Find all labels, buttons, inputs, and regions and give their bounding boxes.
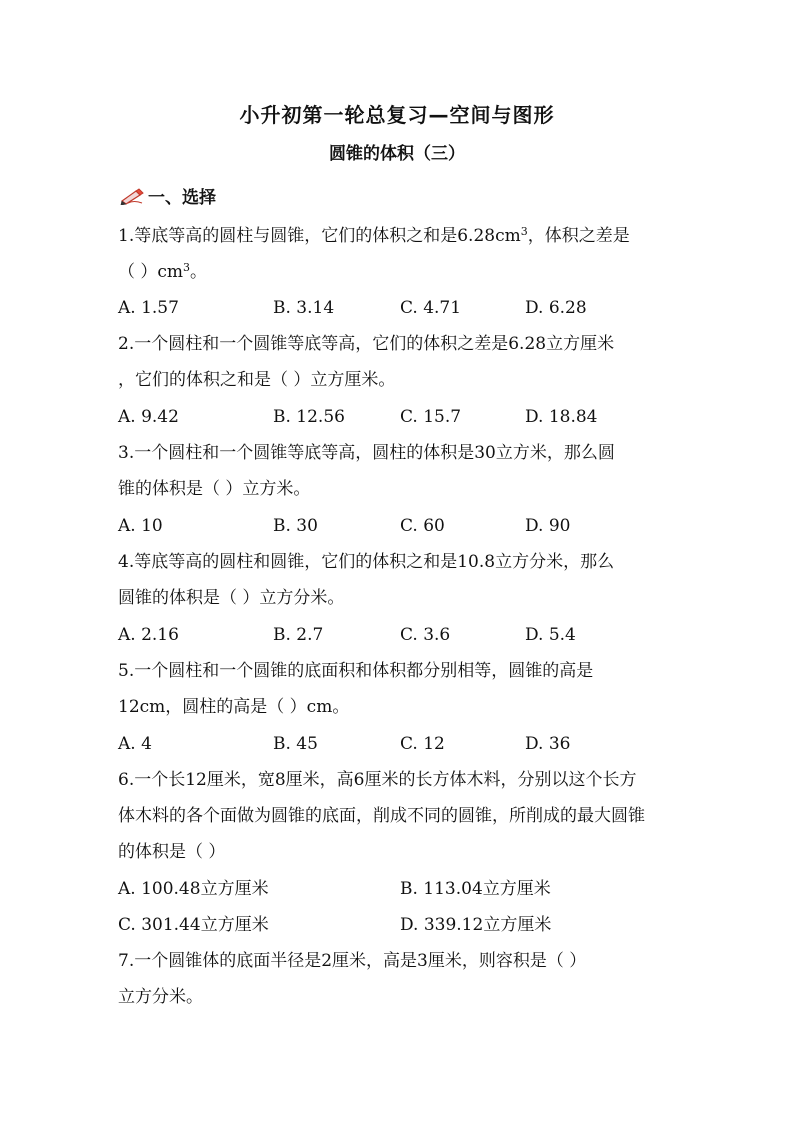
option-d[interactable]: D. 36 bbox=[525, 734, 571, 754]
option-a[interactable]: A. 2.16 bbox=[118, 625, 179, 645]
option-c[interactable]: C. 60 bbox=[400, 516, 445, 536]
option-b[interactable]: B. 113.04立方厘米 bbox=[400, 879, 551, 899]
question-6-line-2: 体木料的各个面做为圆锥的底面，削成不同的圆锥，所削成的最大圆锥 bbox=[118, 806, 645, 826]
option-a[interactable]: A. 100.48立方厘米 bbox=[118, 879, 269, 899]
option-b[interactable]: B. 2.7 bbox=[273, 625, 324, 645]
page-title: 小升初第一轮总复习—空间与图形 bbox=[239, 103, 555, 127]
option-c[interactable]: C. 15.7 bbox=[400, 407, 462, 427]
option-a[interactable]: A. 9.42 bbox=[118, 407, 179, 427]
option-d[interactable]: D. 5.4 bbox=[525, 625, 576, 645]
option-d[interactable]: D. 339.12立方厘米 bbox=[400, 915, 552, 935]
question-3-line-2: 锥的体积是（ ）立方米。 bbox=[118, 479, 311, 499]
question-4-line-2: 圆锥的体积是（ ）立方分米。 bbox=[118, 588, 345, 608]
option-b[interactable]: B. 12.56 bbox=[273, 407, 345, 427]
option-d[interactable]: D. 18.84 bbox=[525, 407, 598, 427]
option-c[interactable]: C. 301.44立方厘米 bbox=[118, 915, 269, 935]
section-heading bbox=[120, 183, 216, 208]
option-c[interactable]: C. 12 bbox=[400, 734, 445, 754]
option-b[interactable]: B. 30 bbox=[273, 516, 318, 536]
question-2-line-1: 2.一个圆柱和一个圆锥等底等高，它们的体积之差是6.28立方厘米 bbox=[118, 334, 615, 354]
page-subtitle: 圆锥的体积（三） bbox=[329, 144, 465, 164]
option-a[interactable]: A. 10 bbox=[118, 516, 163, 536]
question-5-line-1: 5.一个圆柱和一个圆锥的底面积和体积都分别相等，圆锥的高是 bbox=[118, 661, 594, 681]
option-a[interactable]: A. 1.57 bbox=[118, 298, 179, 318]
question-6-line-3: 的体积是（ ） bbox=[118, 842, 226, 862]
question-7-line-2: 立方分米。 bbox=[118, 987, 203, 1007]
question-6-line-1: 6.一个长12厘米，宽8厘米，高6厘米的长方体木料，分别以这个长方 bbox=[118, 770, 637, 790]
option-b[interactable]: B. 45 bbox=[273, 734, 318, 754]
question-2-line-2: ，它们的体积之和是（ ）立方厘米。 bbox=[118, 370, 396, 390]
question-1-line-2: （ ）$cm^3$。 bbox=[118, 261, 208, 282]
option-a[interactable]: A. 4 bbox=[118, 734, 152, 754]
option-d[interactable]: D. 6.28 bbox=[525, 298, 587, 318]
option-c[interactable]: C. 3.6 bbox=[400, 625, 451, 645]
option-b[interactable]: B. 3.14 bbox=[273, 298, 335, 318]
question-4-line-1: 4.等底等高的圆柱和圆锥，它们的体积之和是10.8立方分米，那么 bbox=[118, 552, 615, 572]
option-d[interactable]: D. 90 bbox=[525, 516, 571, 536]
section-label: 一、选择 bbox=[148, 188, 216, 208]
question-7-line-1: 7.一个圆锥体的底面半径是2厘米，高是3厘米，则容积是（ ） bbox=[118, 951, 587, 971]
question-5-line-2: 12cm，圆柱的高是（ ）cm。 bbox=[118, 697, 350, 717]
option-c[interactable]: C. 4.71 bbox=[400, 298, 462, 318]
pencil-icon bbox=[120, 187, 146, 205]
question-3-line-1: 3.一个圆柱和一个圆锥等底等高，圆柱的体积是30立方米，那么圆 bbox=[118, 443, 615, 463]
question-1-line-1: 1.等底等高的圆柱与圆锥，它们的体积之和是$6.28cm^3$，体积之差是 bbox=[118, 225, 630, 246]
